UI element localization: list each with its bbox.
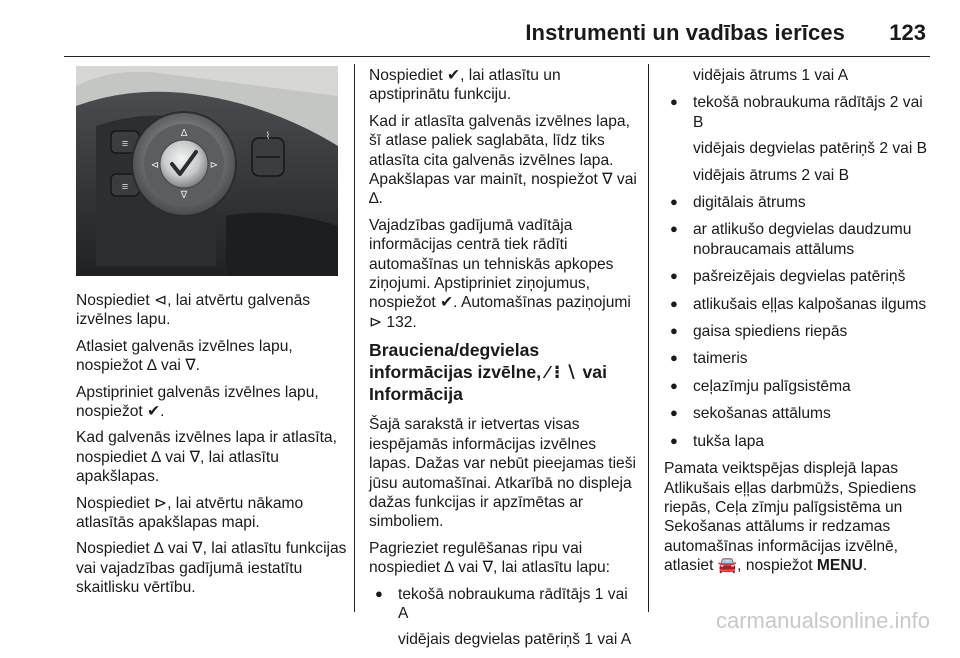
page-number: 123 xyxy=(889,20,926,45)
paragraph: Nospiediet ∆ vai ∇, lai atlasītu funkcijas vai vajadzības gadījumā iestatītu skaitlisku vērtību. xyxy=(76,540,347,597)
list-item-text: sekošanas attālums xyxy=(693,405,831,423)
paragraph: Nospiediet ⊲, lai atvērtu galvenās izvēlnes lapu. xyxy=(76,292,311,329)
list-item-text: pašreizējais degvielas patēriņš xyxy=(693,268,906,286)
list-item-subtext: vidējais ātrums 2 vai B xyxy=(693,166,849,184)
list-item-text: atlikušais eļļas kalpošanas ilgums xyxy=(693,295,927,313)
list-item xyxy=(664,432,936,451)
list-item-text: tekošā nobraukuma rādītājs 2 vai B xyxy=(693,94,923,131)
svg-text:⊲: ⊲ xyxy=(150,160,160,171)
list-item xyxy=(664,322,936,341)
page-list-continued xyxy=(664,66,936,85)
column-3 xyxy=(664,66,936,583)
svg-text:≡: ≡ xyxy=(121,138,129,150)
list-item xyxy=(664,349,936,368)
paragraph: Vajadzības gadījumā vadītāja informācijas centrā tiek rādīti automašīnas un tehniskās apkopes ziņojumi. Apstipriniet ziņojumus, nospiežot ✔. Automašīnas paziņojumi ⊳ 132. xyxy=(369,216,631,331)
paragraph: Apstipriniet galvenās izvēlnes lapu, nospiežot ✔. xyxy=(76,383,319,421)
header-rule xyxy=(64,56,930,57)
paragraph: Šajā sarakstā ir ietvertas visas iespējamās informācijas izvēlnes lapas. Dažas var nebūt pieejamas tieši jūsu automašīnai. Atkarībā no displeja dažas funkcijas ir apzīmētas ar simboliem. xyxy=(369,416,636,531)
paragraph: Atlasiet galvenās izvēlnes lapu, nospiežot ∆ vai ∇. xyxy=(76,337,293,375)
list-item-subtext: vidējais degvielas patēriņš 2 vai B xyxy=(693,140,928,158)
list-item-text: ar atlikušo degvielas daudzumu nobraucamais attālums xyxy=(693,221,912,258)
column-2 xyxy=(369,66,641,658)
list-item xyxy=(664,295,936,314)
steering-wheel-controls-photo xyxy=(76,66,338,276)
list-item-text: digitālais ātrums xyxy=(693,194,806,212)
column-divider-2 xyxy=(648,64,649,612)
list-item xyxy=(369,585,641,650)
svg-text:⊳: ⊳ xyxy=(209,160,219,171)
page-list xyxy=(664,93,936,451)
page-list xyxy=(369,585,641,650)
paragraph-footer xyxy=(664,459,936,575)
footer-end: . xyxy=(862,557,868,575)
svg-text:⌇: ⌇ xyxy=(265,131,271,142)
footer-text: Pamata veiktspējas displejā lapas Atlikušais eļļas darbmūžs, Spiediens riepās, Ceļa zīmju palīgsistēma un Sekošanas attālums ir redzamas automašīnas informācijas izvēlnē, atlasiet 🚘, nospiežot xyxy=(664,460,917,575)
list-item-text: tekošā nobraukuma rādītājs 1 vai A xyxy=(398,585,628,622)
list-item-text: ceļazīmju palīgsistēma xyxy=(693,377,851,395)
page-title: Instrumenti un vadības ierīces xyxy=(525,20,845,45)
steering-wheel-illustration xyxy=(76,66,338,276)
list-item-continuation xyxy=(664,66,936,85)
list-item xyxy=(664,193,936,212)
svg-text:∆: ∆ xyxy=(180,128,188,139)
list-item xyxy=(664,93,936,185)
watermark: carmanualsonline.info xyxy=(715,608,930,633)
paragraph: Nospiediet ✔, lai atlasītu un apstiprinātu funkciju. xyxy=(369,67,561,104)
paragraph: Kad galvenās izvēlnes lapa ir atlasīta, nospiediet ∆ vai ∇, lai atlasītu apakšlapas. xyxy=(76,429,337,486)
list-item xyxy=(664,377,936,396)
paragraph: Pagrieziet regulēšanas ripu vai nospiediet ∆ vai ∇, lai atlasītu lapu: xyxy=(369,539,611,577)
section-heading: Brauciena/degvielas informācijas izvēlne, ⁄ ⁝ ∖ vai Informācija xyxy=(369,340,607,405)
page-header xyxy=(0,0,960,58)
list-item-text: gaisa spiediens riepās xyxy=(693,323,848,341)
list-item xyxy=(664,267,936,286)
list-item xyxy=(664,220,936,259)
svg-text:≡: ≡ xyxy=(121,181,129,193)
paragraph: Nospiediet ⊳, lai atvērtu nākamo atlasītās apakšlapas mapi. xyxy=(76,494,304,532)
list-item-subtext: vidējais degvielas patēriņš 1 vai A xyxy=(398,631,632,649)
column-1 xyxy=(76,291,348,605)
list-item xyxy=(664,404,936,423)
menu-button-label: MENU xyxy=(816,557,863,575)
list-item-subtext: vidējais ātrums 1 vai A xyxy=(693,67,849,84)
paragraph: Kad ir atlasīta galvenās izvēlnes lapa, šī atlase paliek saglabāta, līdz tiks atlasīta cita galvenās izvēlnes lapa. Apakšlapas var mainīt, nospiežot ∇ vai ∆. xyxy=(369,112,637,208)
svg-text:∇: ∇ xyxy=(180,190,188,201)
list-item-text: tukša lapa xyxy=(693,432,765,450)
list-item-text: taimeris xyxy=(693,350,748,368)
column-divider-1 xyxy=(354,64,355,612)
